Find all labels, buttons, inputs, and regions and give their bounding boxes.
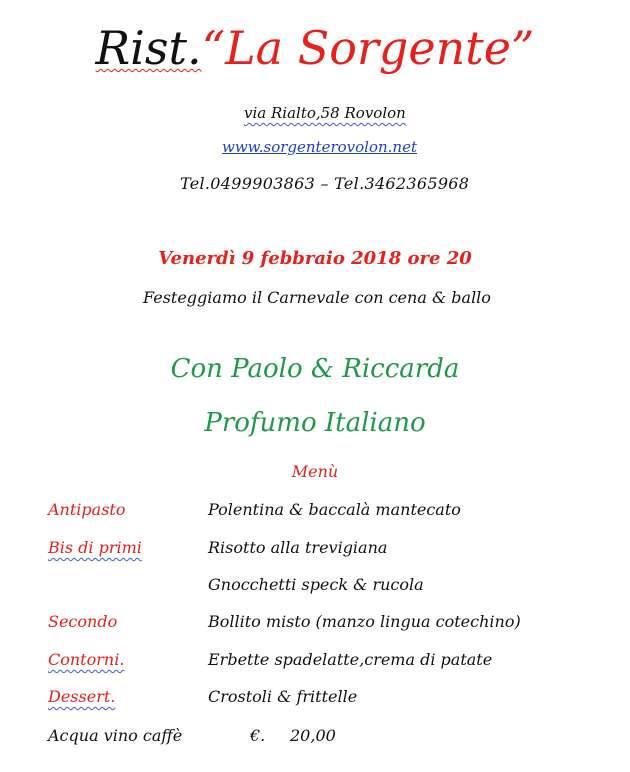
menu-category-contorni-text: Contorni. (48, 650, 125, 669)
menu-category-contorni (48, 650, 124, 669)
menu-category-primi-text: Bis di primi (48, 538, 142, 557)
menu-category-antipasto: Antipasto (48, 500, 126, 519)
menu-heading: Menù (291, 462, 339, 481)
menu-dish-dessert: Crostoli & frittelle (208, 687, 358, 706)
menu-category-dessert-text: Dessert. (48, 687, 116, 706)
website-link[interactable]: www.sorgenterovolon.net (222, 138, 417, 156)
address (244, 104, 406, 122)
restaurant-title (0, 18, 630, 78)
menu-category-dessert (48, 687, 115, 706)
menu-drinks: Acqua vino caffè (48, 726, 183, 745)
event-tagline: Festeggiamo il Carnevale con cena & ballo (143, 288, 491, 307)
menu-price: 20,00 (290, 726, 336, 745)
menu-dish-primi-2: Gnocchetti speck & rucola (208, 575, 424, 594)
menu-dish-contorni: Erbette spadelatte,crema di patate (208, 650, 493, 669)
title-name: “La Sorgente” (201, 21, 535, 75)
menu-dish-secondo: Bollito misto (manzo lingua cotechino) (208, 612, 521, 631)
event-artists: Con Paolo & Riccarda (170, 354, 460, 384)
event-band: Profumo Italiano (204, 408, 426, 438)
menu-dish-primi-1: Risotto alla trevigiana (208, 538, 388, 557)
menu-category-secondo: Secondo (48, 612, 118, 631)
menu-currency: €. (250, 726, 266, 745)
menu-dish-antipasto: Polentina & baccalà mantecato (208, 500, 461, 519)
menu-category-primi (48, 538, 142, 557)
event-date: Venerdì 9 febbraio 2018 ore 20 (158, 248, 472, 269)
phone-numbers: Tel.0499903863 – Tel.3462365968 (180, 174, 470, 193)
address-text: via Rialto,58 Rovolon (244, 104, 406, 122)
title-rist: Rist. (95, 21, 202, 75)
